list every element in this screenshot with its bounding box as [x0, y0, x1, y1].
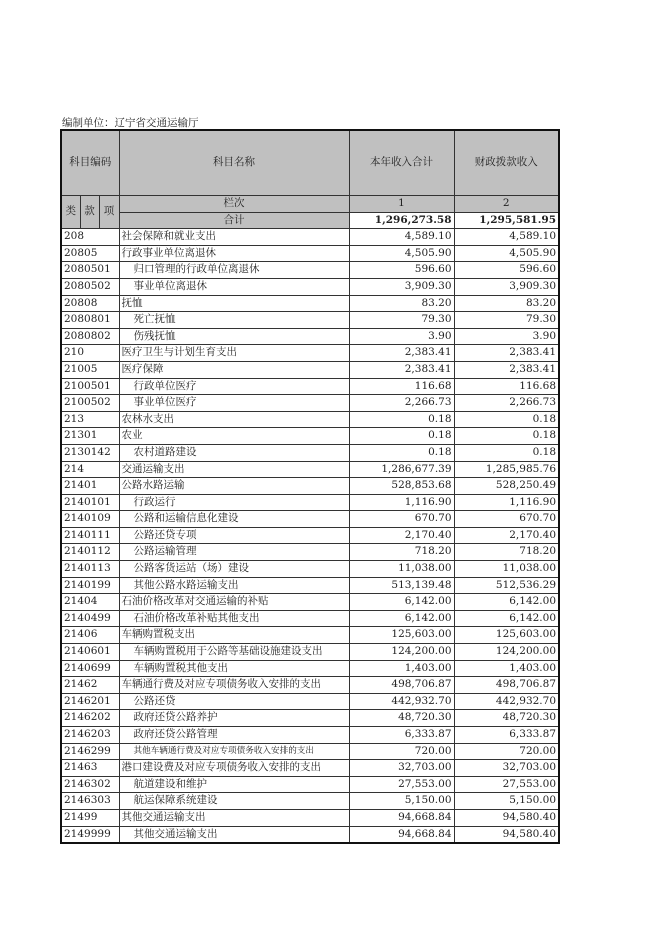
subject-code: 21005 [61, 361, 119, 378]
table-row [61, 610, 559, 627]
fiscal-appropriation: 498,706.87 [454, 677, 559, 694]
table-row [61, 561, 559, 578]
fiscal-appropriation: 48,720.30 [454, 710, 559, 727]
subject-code: 21462 [61, 677, 119, 694]
subject-code: 2140601 [61, 644, 119, 661]
annual-income-total: 27,553.00 [349, 776, 454, 793]
fiscal-appropriation: 670.70 [454, 511, 559, 528]
subject-code: 213 [61, 411, 119, 428]
lanci-1: 1 [349, 196, 454, 213]
annual-income-total: 4,505.90 [349, 245, 454, 262]
subject-name: 死亡抚恤 [119, 312, 349, 329]
annual-income-total: 718.20 [349, 544, 454, 561]
subject-name: 公路客货运站（场）建设 [119, 561, 349, 578]
header-col2: 财政拨款收入 [454, 130, 559, 196]
subject-name: 公路还贷专项 [119, 527, 349, 544]
annual-income-total: 498,706.87 [349, 677, 454, 694]
header-code: 科目编码 [61, 130, 119, 196]
table-row [61, 428, 559, 445]
annual-income-total: 596.60 [349, 262, 454, 279]
fiscal-appropriation: 6,142.00 [454, 594, 559, 611]
subject-name: 农村道路建设 [119, 444, 349, 461]
table-row [61, 577, 559, 594]
subject-name: 公路水路运输 [119, 478, 349, 495]
annual-income-total: 94,668.84 [349, 809, 454, 826]
annual-income-total: 79.30 [349, 312, 454, 329]
fiscal-appropriation: 512,536.29 [454, 577, 559, 594]
subject-code: 21463 [61, 760, 119, 777]
subject-code: 2146202 [61, 710, 119, 727]
table-row [61, 677, 559, 694]
table-row [61, 544, 559, 561]
table-row [61, 710, 559, 727]
annual-income-total: 2,383.41 [349, 361, 454, 378]
fiscal-appropriation: 5,150.00 [454, 793, 559, 810]
table-row [61, 776, 559, 793]
subject-code: 2100502 [61, 395, 119, 412]
total-col1: 1,296,273.58 [349, 212, 454, 229]
annual-income-total: 0.18 [349, 428, 454, 445]
subject-name: 公路和运输信息化建设 [119, 511, 349, 528]
subject-code: 2130142 [61, 444, 119, 461]
table-row [61, 229, 559, 246]
budget-table [60, 129, 560, 844]
subject-name: 事业单位离退休 [119, 278, 349, 295]
subject-name: 社会保障和就业支出 [119, 229, 349, 246]
table-row [61, 660, 559, 677]
table-row [61, 478, 559, 495]
fiscal-appropriation: 3,909.30 [454, 278, 559, 295]
annual-income-total: 1,403.00 [349, 660, 454, 677]
header-lei: 类 [61, 196, 80, 229]
total-col2: 1,295,581.95 [454, 212, 559, 229]
fiscal-appropriation: 32,703.00 [454, 760, 559, 777]
annual-income-total: 670.70 [349, 511, 454, 528]
annual-income-total: 48,720.30 [349, 710, 454, 727]
fiscal-appropriation: 4,505.90 [454, 245, 559, 262]
annual-income-total: 4,589.10 [349, 229, 454, 246]
fiscal-appropriation: 720.00 [454, 743, 559, 760]
subject-code: 2146302 [61, 776, 119, 793]
fiscal-appropriation: 718.20 [454, 544, 559, 561]
annual-income-total: 3.90 [349, 328, 454, 345]
subject-code: 2080802 [61, 328, 119, 345]
subject-code: 2146201 [61, 693, 119, 710]
subject-code: 2140199 [61, 577, 119, 594]
table-row [61, 378, 559, 395]
annual-income-total: 83.20 [349, 295, 454, 312]
subject-name: 石油价格改革补贴其他支出 [119, 610, 349, 627]
subject-name: 车辆购置税其他支出 [119, 660, 349, 677]
table-row [61, 760, 559, 777]
annual-income-total: 3,909.30 [349, 278, 454, 295]
annual-income-total: 6,142.00 [349, 594, 454, 611]
subject-code: 2080501 [61, 262, 119, 279]
fiscal-appropriation: 0.18 [454, 411, 559, 428]
annual-income-total: 0.18 [349, 444, 454, 461]
subject-code: 2149999 [61, 826, 119, 843]
subject-name: 政府还贷公路养护 [119, 710, 349, 727]
table-row [61, 494, 559, 511]
annual-income-total: 2,383.41 [349, 345, 454, 362]
table-row [61, 312, 559, 329]
subject-code: 2146303 [61, 793, 119, 810]
table-row [61, 793, 559, 810]
subject-name: 航道建设和维护 [119, 776, 349, 793]
subject-code: 2140113 [61, 561, 119, 578]
table-row [61, 245, 559, 262]
fiscal-appropriation: 1,285,985.76 [454, 461, 559, 478]
table-row [61, 511, 559, 528]
header-col1: 本年收入合计 [349, 130, 454, 196]
subject-name: 交通运输支出 [119, 461, 349, 478]
annual-income-total: 11,038.00 [349, 561, 454, 578]
subject-name: 其他车辆通行费及对应专项债务收入安排的支出 [119, 743, 349, 760]
subject-name: 事业单位医疗 [119, 395, 349, 412]
fiscal-appropriation: 0.18 [454, 444, 559, 461]
fiscal-appropriation: 6,333.87 [454, 727, 559, 744]
fiscal-appropriation: 0.18 [454, 428, 559, 445]
fiscal-appropriation: 1,403.00 [454, 660, 559, 677]
annual-income-total: 125,603.00 [349, 627, 454, 644]
fiscal-appropriation: 596.60 [454, 262, 559, 279]
table-row [61, 295, 559, 312]
fiscal-appropriation: 2,383.41 [454, 361, 559, 378]
table-row [61, 594, 559, 611]
subject-code: 208 [61, 229, 119, 246]
fiscal-appropriation: 3.90 [454, 328, 559, 345]
fiscal-appropriation: 83.20 [454, 295, 559, 312]
fiscal-appropriation: 94,580.40 [454, 826, 559, 843]
subject-name: 车辆购置税用于公路等基础设施建设支出 [119, 644, 349, 661]
lanci-2: 2 [454, 196, 559, 213]
subject-name: 车辆通行费及对应专项债务收入安排的支出 [119, 677, 349, 694]
subject-code: 2146299 [61, 743, 119, 760]
fiscal-appropriation: 4,589.10 [454, 229, 559, 246]
annual-income-total: 2,266.73 [349, 395, 454, 412]
subject-name: 医疗卫生与计划生育支出 [119, 345, 349, 362]
table-row [61, 328, 559, 345]
annual-income-total: 94,668.84 [349, 826, 454, 843]
table-row [61, 278, 559, 295]
subject-code: 2080801 [61, 312, 119, 329]
annual-income-total: 124,200.00 [349, 644, 454, 661]
table-row [61, 262, 559, 279]
subject-code: 2140499 [61, 610, 119, 627]
subject-name: 归口管理的行政单位离退休 [119, 262, 349, 279]
fiscal-appropriation: 442,932.70 [454, 693, 559, 710]
fiscal-appropriation: 79.30 [454, 312, 559, 329]
subject-name: 政府还贷公路管理 [119, 727, 349, 744]
total-label: 合计 [119, 212, 349, 229]
subject-name: 公路还贷 [119, 693, 349, 710]
fiscal-appropriation: 116.68 [454, 378, 559, 395]
subject-code: 2140111 [61, 527, 119, 544]
subject-code: 210 [61, 345, 119, 362]
subject-code: 2140112 [61, 544, 119, 561]
subject-name: 行政事业单位离退休 [119, 245, 349, 262]
fiscal-appropriation: 2,383.41 [454, 345, 559, 362]
header-name: 科目名称 [119, 130, 349, 196]
subject-code: 2140699 [61, 660, 119, 677]
subject-code: 2100501 [61, 378, 119, 395]
subject-name: 行政运行 [119, 494, 349, 511]
annual-income-total: 0.18 [349, 411, 454, 428]
subject-name: 其他交通运输支出 [119, 826, 349, 843]
table-row [61, 395, 559, 412]
compiling-unit-label: 编制单位：辽宁省交通运输厅 [62, 117, 199, 129]
subject-code: 21301 [61, 428, 119, 445]
subject-name: 抚恤 [119, 295, 349, 312]
table-row [61, 743, 559, 760]
subject-code: 214 [61, 461, 119, 478]
annual-income-total: 116.68 [349, 378, 454, 395]
subject-name: 公路运输管理 [119, 544, 349, 561]
subject-code: 20805 [61, 245, 119, 262]
table-row [61, 411, 559, 428]
lanci-label: 栏次 [119, 196, 349, 213]
annual-income-total: 720.00 [349, 743, 454, 760]
header-xiang: 项 [99, 196, 119, 229]
fiscal-appropriation: 6,142.00 [454, 610, 559, 627]
fiscal-appropriation: 2,266.73 [454, 395, 559, 412]
subject-code: 2140109 [61, 511, 119, 528]
subject-code: 2080502 [61, 278, 119, 295]
annual-income-total: 32,703.00 [349, 760, 454, 777]
subject-name: 行政单位医疗 [119, 378, 349, 395]
fiscal-appropriation: 1,116.90 [454, 494, 559, 511]
subject-name: 港口建设费及对应专项债务收入安排的支出 [119, 760, 349, 777]
subject-code: 2140101 [61, 494, 119, 511]
header-kuan: 款 [80, 196, 99, 229]
table-row [61, 461, 559, 478]
fiscal-appropriation: 528,250.49 [454, 478, 559, 495]
table-row [61, 361, 559, 378]
subject-code: 21499 [61, 809, 119, 826]
table-row [61, 693, 559, 710]
subject-code: 20808 [61, 295, 119, 312]
subject-name: 车辆购置税支出 [119, 627, 349, 644]
annual-income-total: 528,853.68 [349, 478, 454, 495]
annual-income-total: 2,170.40 [349, 527, 454, 544]
annual-income-total: 6,142.00 [349, 610, 454, 627]
annual-income-total: 442,932.70 [349, 693, 454, 710]
annual-income-total: 5,150.00 [349, 793, 454, 810]
fiscal-appropriation: 11,038.00 [454, 561, 559, 578]
table-row [61, 345, 559, 362]
subject-code: 21401 [61, 478, 119, 495]
subject-name: 农林水支出 [119, 411, 349, 428]
annual-income-total: 1,116.90 [349, 494, 454, 511]
subject-code: 21404 [61, 594, 119, 611]
table-row [61, 644, 559, 661]
table-row [61, 444, 559, 461]
annual-income-total: 1,286,677.39 [349, 461, 454, 478]
table-row [61, 809, 559, 826]
subject-name: 伤残抚恤 [119, 328, 349, 345]
subject-name: 医疗保障 [119, 361, 349, 378]
fiscal-appropriation: 2,170.40 [454, 527, 559, 544]
subject-name: 航运保障系统建设 [119, 793, 349, 810]
subject-name: 农业 [119, 428, 349, 445]
subject-code: 2146203 [61, 727, 119, 744]
table-row [61, 727, 559, 744]
subject-name: 其他公路水路运输支出 [119, 577, 349, 594]
table-row [61, 527, 559, 544]
subject-name: 石油价格改革对交通运输的补贴 [119, 594, 349, 611]
fiscal-appropriation: 124,200.00 [454, 644, 559, 661]
annual-income-total: 513,139.48 [349, 577, 454, 594]
subject-code: 21406 [61, 627, 119, 644]
fiscal-appropriation: 125,603.00 [454, 627, 559, 644]
table-row [61, 826, 559, 843]
annual-income-total: 6,333.87 [349, 727, 454, 744]
subject-name: 其他交通运输支出 [119, 809, 349, 826]
table-row [61, 627, 559, 644]
fiscal-appropriation: 27,553.00 [454, 776, 559, 793]
fiscal-appropriation: 94,580.40 [454, 809, 559, 826]
